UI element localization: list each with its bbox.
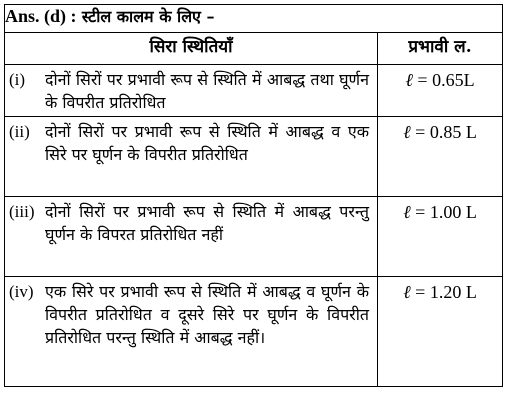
length-value: = 0.65L (417, 70, 475, 90)
condition-text: एक सिरे पर प्रभावी रूप से स्थिति में आबद्ध व घूर्णन के विपरीत प्रतिरोधित व दूसरे सिरे पर घूर्णन के विपरीत प्रतिरोधित परन्तु स्थिति में आबद्ध नहीं। (45, 282, 369, 347)
condition-cell (5, 277, 378, 387)
row-number: (ii) (9, 122, 30, 141)
condition-cell (5, 117, 378, 197)
answer-label: Ans. (d) : (5, 6, 77, 26)
table-row (5, 197, 503, 277)
condition-text: दोनों सिरों पर प्रभावी रूप से स्थिति में आबद्ध तथा घूर्णन के विपरीत प्रतिरोधित (45, 70, 369, 112)
row-number: (i) (9, 70, 26, 89)
length-symbol: ℓ (403, 122, 411, 142)
table-row (5, 65, 503, 117)
answer-sheet (4, 4, 502, 387)
effective-length-cell (378, 117, 503, 197)
length-value: = 0.85 L (415, 122, 477, 142)
length-symbol: ℓ (405, 70, 413, 90)
table-row (5, 117, 503, 197)
caption-row (5, 5, 503, 33)
header-end-conditions: सिरा स्थितियाँ (5, 33, 378, 65)
row-number: (iv) (9, 282, 34, 301)
condition-cell (5, 197, 378, 277)
row-number: (iii) (9, 202, 35, 221)
table-row (5, 277, 503, 387)
length-symbol: ℓ (403, 202, 411, 222)
length-value: = 1.20 L (415, 282, 477, 302)
effective-length-cell (378, 197, 503, 277)
caption-cell (5, 5, 503, 33)
effective-length-cell (378, 277, 503, 387)
header-effective-length: प्रभावी ल. (378, 33, 503, 65)
header-row (5, 33, 503, 65)
column-effective-length-table (4, 4, 503, 387)
caption-text: स्टील कालम के लिए – (81, 7, 215, 26)
length-value: = 1.00 L (415, 202, 477, 222)
condition-text: दोनों सिरों पर प्रभावी रूप से स्थिति में आबद्ध परन्तु घूर्णन के विपरत प्रतिरोधित नहीं (45, 202, 369, 244)
condition-text: दोनों सिरों पर प्रभावी रूप से स्थिति में आबद्ध व एक सिरे पर घूर्णन के विपरीत प्रतिरोधित (45, 122, 369, 164)
length-symbol: ℓ (403, 282, 411, 302)
condition-cell (5, 65, 378, 117)
effective-length-cell (378, 65, 503, 117)
